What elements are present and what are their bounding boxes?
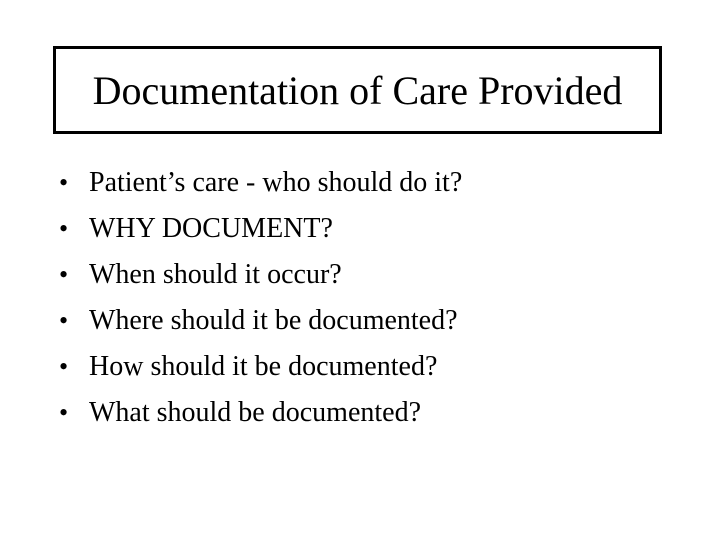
bullet-icon: • <box>59 352 69 381</box>
bullet-item <box>0 390 720 436</box>
bullet-text: WHY DOCUMENT? <box>89 213 333 244</box>
bullet-text: What should be documented? <box>89 397 422 428</box>
bullet-item <box>0 344 720 390</box>
bullet-icon: • <box>59 214 69 243</box>
bullet-icon: • <box>59 168 69 197</box>
bullet-text: How should it be documented? <box>89 351 438 382</box>
title-box <box>53 46 662 134</box>
slide-title: Documentation of Care Provided <box>92 68 623 113</box>
bullet-item <box>0 252 720 298</box>
bullet-item <box>0 298 720 344</box>
bullet-text: Patient’s care - who should do it? <box>89 167 463 198</box>
bullet-icon: • <box>59 260 69 289</box>
bullet-item <box>0 206 720 252</box>
bullet-item <box>0 160 720 206</box>
bullet-icon: • <box>59 306 69 335</box>
bullet-text: Where should it be documented? <box>89 305 458 336</box>
bullet-icon: • <box>59 398 69 427</box>
bullet-text: When should it occur? <box>89 259 342 290</box>
bullet-list <box>0 160 720 436</box>
